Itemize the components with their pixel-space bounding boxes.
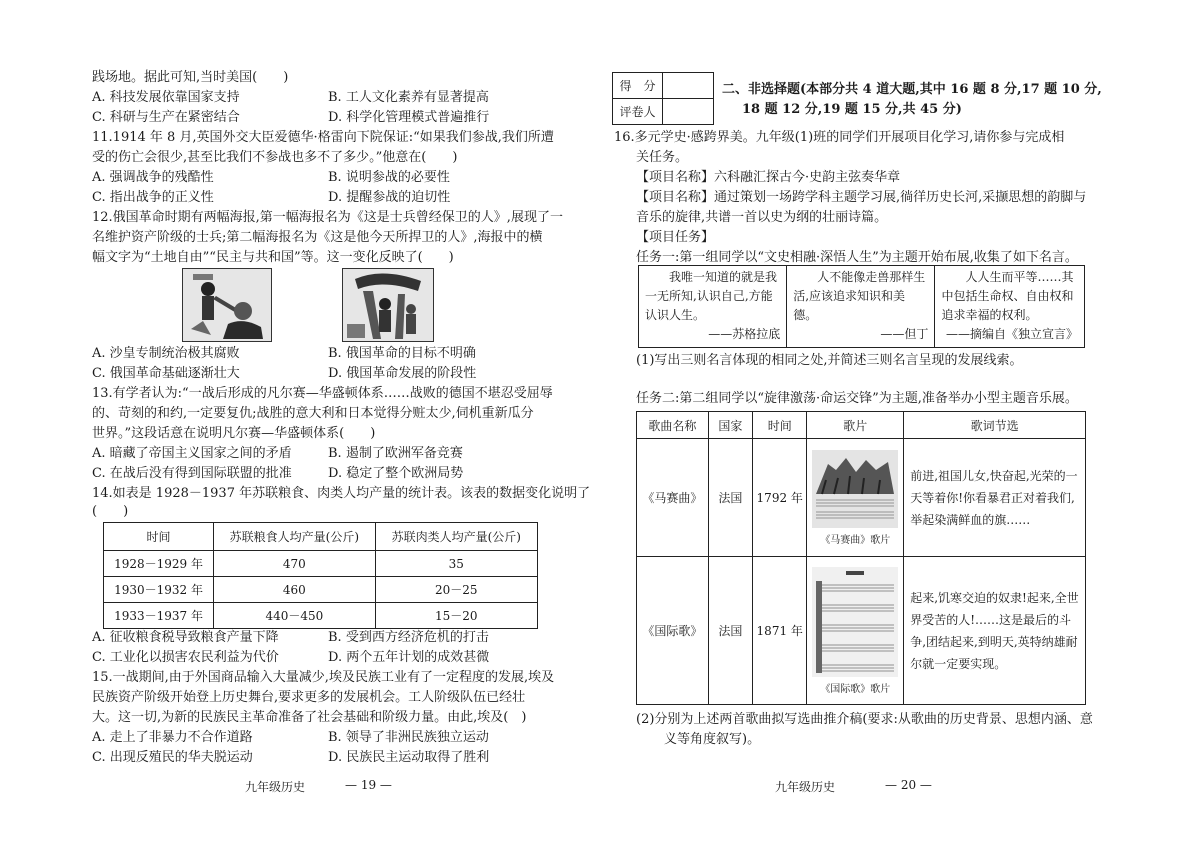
quotes-table	[638, 265, 1085, 348]
quote-text: 人人生而平等……其中包括生命权、自由权和追求幸福的权利。	[941, 270, 1074, 322]
footer-subject: 九年级历史	[245, 780, 306, 794]
internationale-card-image	[812, 567, 898, 677]
song-card	[807, 439, 904, 557]
q12-line: 12.俄国革命时期有两幅海报,第一幅海报名为《这是士兵曾经保卫的人》,展现了一	[92, 210, 563, 225]
task2-line: 任务二:第二组同学以“旋律激荡·命运交锋”为主题,准备举办小型主题音乐展。	[636, 391, 1078, 406]
q12-option-d: D. 俄国革命发展的阶段性	[328, 366, 477, 381]
quote-source: ——苏格拉底	[708, 327, 781, 341]
marseillaise-card-image	[812, 450, 898, 528]
song-lyrics: 前进,祖国儿女,快奋起,光荣的一天等着你!你看暴君正对着我们,举起染满鲜血的旗……	[904, 439, 1086, 557]
footer-page-number: — 20 —	[885, 778, 932, 792]
song-table-header: 歌词节选	[904, 412, 1086, 439]
table-header: 苏联肉类人均产量(公斤)	[375, 523, 537, 551]
q12-option-c: C. 俄国革命基础逐渐壮大	[92, 366, 240, 381]
q15-line: 民族资产阶级开始登上历史舞台,要求更多的发展机会。工人阶级队伍已经壮	[92, 690, 526, 705]
q15-option-b: B. 领导了非洲民族独立运动	[328, 730, 489, 745]
q15-line: 大。这一切,为新的民族民主革命准备了社会基础和阶级力量。由此,埃及( )	[92, 710, 527, 725]
song-country: 法国	[708, 439, 752, 557]
q12-option-a: A. 沙皇专制统治极其腐败	[92, 346, 240, 361]
table-cell: 460	[214, 577, 375, 603]
right-page	[600, 0, 1200, 842]
quote-text: 人不能像走兽那样生活,应该追求知识和美德。	[793, 270, 926, 322]
ussr-production-table	[103, 522, 538, 629]
q13-line: 的、苛刻的和约,一定要复仇;战胜的意大利和日本觉得分赃太少,伺机重新瓜分	[92, 406, 534, 421]
quote-cell	[639, 266, 787, 348]
task1-line: 任务一:第一组同学以“文史相融·深悟人生”为主题开始布展,收集了如下名言。	[636, 250, 1078, 265]
table-cell: 35	[375, 551, 537, 577]
q10-option-c: C. 科研与生产在紧密结合	[92, 110, 240, 125]
score-label: 得 分	[613, 73, 663, 99]
table-row	[104, 551, 538, 577]
q14-option-c: C. 工业化以损害农民利益为代价	[92, 650, 279, 665]
song-year: 1871 年	[753, 557, 807, 705]
song-lyrics: 起来,饥寒交迫的奴隶!起来,全世界受苦的人!……这是最后的斗争,团结起来,到明天,英特纳雄耐尔就一定要实现。	[904, 557, 1086, 705]
table-cell: 1928－1929 年	[104, 551, 214, 577]
quote-cell	[935, 266, 1085, 348]
q14-option-d: D. 两个五年计划的成效甚微	[328, 650, 490, 665]
q13-option-c: C. 在战后没有得到国际联盟的批准	[92, 466, 292, 481]
song-card-caption: 《国际歌》歌片	[820, 683, 891, 695]
q11-option-c: C. 指出战争的正义性	[92, 190, 214, 205]
q12-option-b: B. 俄国革命的目标不明确	[328, 346, 476, 361]
song-year: 1792 年	[753, 439, 807, 557]
q11-option-d: D. 提醒参战的迫切性	[328, 190, 451, 205]
q13-option-a: A. 暗藏了帝国主义国家之间的矛盾	[92, 446, 292, 461]
q10-option-a: A. 科技发展依靠国家支持	[92, 90, 240, 105]
q12-line: 名维护资产阶级的士兵;第二幅海报名为《这是他今天所捍卫的人》,海报中的横	[92, 230, 543, 245]
task2-question: 义等角度叙写)。	[664, 732, 761, 747]
q11-option-b: B. 说明参战的必要性	[328, 170, 450, 185]
q10-option-b: B. 工人文化素养有显著提高	[328, 90, 489, 105]
q14-option-b: B. 受到西方经济危机的打击	[328, 630, 489, 645]
q16-line: 关任务。	[636, 150, 689, 165]
grader-cell[interactable]	[663, 99, 714, 125]
q16-line: 【项目名称】六科融汇探古今·史韵主弦奏华章	[636, 170, 901, 185]
song-table-header: 歌片	[807, 412, 904, 439]
song-name: 《国际歌》	[637, 557, 709, 705]
q11-line: 受的伤亡会很少,甚至比我们不参战也多不了多少。”他意在( )	[92, 150, 458, 165]
table-cell: 20－25	[375, 577, 537, 603]
q14-line: 14.如表是 1928－1937 年苏联粮食、肉类人均产量的统计表。该表的数据变化说明了	[92, 486, 591, 501]
poster-soldier-past-image	[182, 268, 272, 342]
quote-cell	[787, 266, 935, 348]
quote-text: 我唯一知道的就是我一无所知,认识自己,方能认识人生。	[645, 270, 778, 322]
song-table-header: 歌曲名称	[637, 412, 709, 439]
q14-option-a: A. 征收粮食税导致粮食产量下降	[92, 630, 279, 645]
poster-soldier-today-image	[342, 268, 434, 342]
score-box	[612, 72, 714, 125]
song-table-header: 国家	[708, 412, 752, 439]
footer-subject: 九年级历史	[775, 780, 836, 794]
table-cell: 1930－1932 年	[104, 577, 214, 603]
q16-line: 音乐的旋律,共谱一首以史为纲的壮丽诗篇。	[636, 210, 888, 225]
q15-line: 15.一战期间,由于外国商品输入大量减少,埃及民族工业有了一定程度的发展,埃及	[92, 670, 555, 685]
q10-tail: 践场地。据此可知,当时美国( )	[92, 70, 289, 85]
song-card-caption: 《马赛曲》歌片	[820, 534, 891, 546]
score-cell[interactable]	[663, 73, 714, 99]
table-cell: 1933－1937 年	[104, 603, 214, 629]
q15-option-c: C. 出现反殖民的华夫脱运动	[92, 750, 253, 765]
q11-line: 11.1914 年 8 月,英国外交大臣爱德华·格雷向下院保证:“如果我们参战,我们所遭	[92, 130, 554, 145]
q13-line: 13.有学者认为:“一战后形成的凡尔赛—华盛顿体系……战败的德国不堪忍受屈辱	[92, 386, 553, 401]
song-country: 法国	[708, 557, 752, 705]
table-cell: 440－450	[214, 603, 375, 629]
grader-label: 评卷人	[613, 99, 663, 125]
table-row	[104, 577, 538, 603]
q16-line: 【项目任务】	[636, 230, 715, 245]
song-name: 《马赛曲》	[637, 439, 709, 557]
table-header: 时间	[104, 523, 214, 551]
footer-page-number: — 19 —	[345, 778, 392, 792]
q15-option-d: D. 民族民主运动取得了胜利	[328, 750, 490, 765]
section-title: 二、非选择题(本部分共 4 道大题,其中 16 题 8 分,17 题 10 分,	[722, 82, 1102, 97]
song-card	[807, 557, 904, 705]
table-row	[637, 439, 1086, 557]
table-cell: 470	[214, 551, 375, 577]
q13-line: 世界。”这段话意在说明凡尔赛—华盛顿体系( )	[92, 426, 376, 441]
q10-option-d: D. 科学化管理模式普遍推行	[328, 110, 490, 125]
table-header: 苏联粮食人均产量(公斤)	[214, 523, 375, 551]
quote-source: ——但丁	[880, 327, 929, 341]
q13-option-b: B. 遏制了欧洲军备竞赛	[328, 446, 463, 461]
task1-question: (1)写出三则名言体现的相同之处,并简述三则名言呈现的发展线索。	[636, 353, 1023, 368]
section-title: 18 题 12 分,19 题 15 分,共 45 分)	[742, 102, 962, 117]
q11-option-a: A. 强调战争的残酷性	[92, 170, 214, 185]
quote-source: ——摘编自《独立宣言》	[945, 327, 1078, 341]
table-row	[104, 603, 538, 629]
task2-question: (2)分别为上述两首歌曲拟写选曲推介稿(要求:从歌曲的历史背景、思想内涵、意	[636, 712, 1093, 727]
q15-option-a: A. 走上了非暴力不合作道路	[92, 730, 253, 745]
q12-line: 幅文字为“土地自由”“民主与共和国”等。这一变化反映了( )	[92, 250, 454, 265]
q14-line: ( )	[92, 504, 129, 519]
q16-line: 【项目名称】通过策划一场跨学科主题学习展,徜徉历史长河,采撷思想的韵脚与	[636, 190, 1087, 205]
q16-line: 16.多元学史·感跨界美。九年级(1)班的同学们开展项目化学习,请你参与完成相	[614, 130, 1065, 145]
table-row	[637, 557, 1086, 705]
table-cell: 15－20	[375, 603, 537, 629]
song-table-header: 时间	[753, 412, 807, 439]
q13-option-d: D. 稳定了整个欧洲局势	[328, 466, 464, 481]
song-table	[636, 411, 1086, 705]
